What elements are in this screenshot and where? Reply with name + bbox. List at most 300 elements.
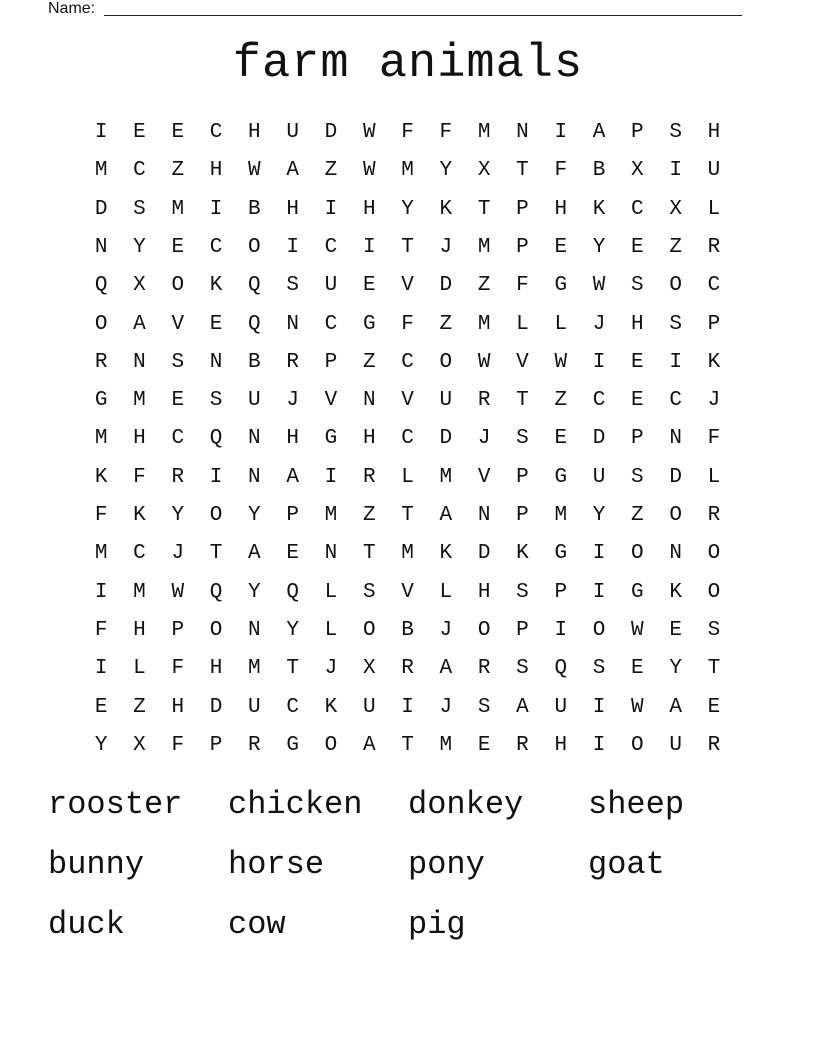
grid-cell: O (171, 274, 185, 298)
grid-cell: D (439, 274, 453, 298)
grid-cell: W (631, 618, 644, 642)
grid-cell: I (554, 618, 568, 642)
grid-cell: S (516, 657, 529, 681)
grid-cell: R (362, 465, 376, 489)
grid-cell: G (554, 274, 568, 298)
grid-cell: U (324, 274, 338, 298)
grid-cell: E (171, 235, 185, 259)
grid-cell: H (286, 197, 299, 221)
grid-cell: O (707, 580, 721, 604)
grid-cell: K (324, 695, 338, 719)
grid-cell: E (94, 695, 108, 719)
grid-cell: R (477, 389, 491, 413)
grid-cell: H (133, 618, 146, 642)
grid-cell: V (171, 312, 185, 336)
grid-cell: N (248, 465, 261, 489)
word-list-item: horse (228, 846, 325, 883)
grid-cell: B (248, 197, 261, 221)
grid-cell: K (439, 542, 453, 566)
grid-cell: C (209, 121, 223, 144)
word-list-item: donkey (408, 786, 524, 823)
grid-cell: S (631, 274, 644, 298)
grid-cell: I (94, 657, 108, 681)
grid-cell: J (439, 235, 453, 259)
word-list-item: goat (588, 846, 665, 883)
grid-cell: T (516, 389, 529, 413)
grid-cell: Y (248, 504, 261, 527)
grid-cell: O (669, 504, 682, 527)
grid-cell: P (554, 580, 568, 604)
word-list-item: pony (408, 846, 485, 883)
grid-cell: C (707, 274, 721, 298)
grid-cell: C (133, 159, 146, 183)
grid-cell: P (516, 504, 529, 527)
grid-cell: N (133, 350, 146, 374)
grid-cell: C (133, 542, 146, 566)
grid-cell: I (209, 197, 223, 221)
grid-cell: E (669, 618, 682, 642)
grid-cell: F (171, 733, 185, 757)
grid-cell: A (516, 695, 529, 719)
grid-cell: Y (171, 504, 185, 527)
grid-cell: N (94, 235, 108, 259)
grid-cell: F (94, 618, 108, 642)
grid-cell: Y (669, 657, 682, 681)
grid-cell: D (439, 427, 453, 451)
grid-cell: V (516, 350, 529, 374)
grid-cell: O (669, 274, 682, 298)
grid-cell: U (248, 389, 261, 413)
grid-cell: D (477, 542, 491, 566)
grid-cell: D (94, 197, 108, 221)
grid-cell: N (669, 427, 682, 451)
grid-cell: S (669, 312, 682, 336)
grid-cell: Z (631, 504, 644, 527)
grid-cell: O (631, 733, 644, 757)
grid-cell: I (592, 695, 606, 719)
grid-cell: U (286, 121, 299, 144)
grid-cell: W (477, 350, 491, 374)
grid-cell: X (362, 657, 376, 681)
grid-cell: O (592, 618, 606, 642)
grid-cell: P (171, 618, 185, 642)
grid-cell: L (324, 618, 338, 642)
grid-cell: E (171, 121, 185, 144)
grid-cell: E (554, 427, 568, 451)
grid-cell: R (171, 465, 185, 489)
grid-cell: F (133, 465, 146, 489)
grid-cell: C (401, 427, 414, 451)
grid-cell: U (592, 465, 606, 489)
word-list-item: sheep (588, 786, 685, 823)
grid-cell: N (209, 350, 223, 374)
grid-cell: H (209, 657, 223, 681)
grid-cell: I (209, 465, 223, 489)
grid-cell: A (439, 504, 453, 527)
grid-cell: E (631, 657, 644, 681)
grid-cell: T (362, 542, 376, 566)
grid-cell: R (707, 504, 721, 527)
grid-cell: E (209, 312, 223, 336)
grid-cell: Y (286, 618, 299, 642)
grid-cell: O (209, 504, 223, 527)
grid-cell: S (516, 427, 529, 451)
grid-cell: W (362, 159, 376, 183)
grid-cell: M (477, 312, 491, 336)
grid-cell: M (439, 733, 453, 757)
grid-cell: C (669, 389, 682, 413)
grid-cell: N (286, 312, 299, 336)
grid-cell: K (209, 274, 223, 298)
grid-cell: H (248, 121, 261, 144)
grid-cell: M (94, 427, 108, 451)
grid-cell: F (516, 274, 529, 298)
grid-cell: C (401, 350, 414, 374)
grid-cell: W (631, 695, 644, 719)
grid-cell: R (248, 733, 261, 757)
grid-cell: C (631, 197, 644, 221)
grid-cell: N (248, 427, 261, 451)
grid-cell: W (171, 580, 185, 604)
grid-cell: E (286, 542, 299, 566)
grid-cell: E (631, 235, 644, 259)
grid-cell: L (401, 465, 414, 489)
grid-cell: P (516, 465, 529, 489)
grid-cell: Q (209, 427, 223, 451)
grid-cell: U (669, 733, 682, 757)
grid-cell: S (516, 580, 529, 604)
grid-cell: A (248, 542, 261, 566)
grid-cell: J (592, 312, 606, 336)
grid-cell: P (707, 312, 721, 336)
grid-cell: G (554, 465, 568, 489)
grid-cell: K (592, 197, 606, 221)
grid-cell: M (439, 465, 453, 489)
grid-cell: E (554, 235, 568, 259)
grid-cell: C (171, 427, 185, 451)
grid-cell: Z (439, 312, 453, 336)
grid-cell: I (94, 121, 108, 144)
grid-cell: Z (554, 389, 568, 413)
grid-cell: P (209, 733, 223, 757)
grid-cell: N (324, 542, 338, 566)
grid-cell: Y (133, 235, 146, 259)
grid-cell: M (133, 389, 146, 413)
grid-cell: Q (248, 312, 261, 336)
grid-cell: X (631, 159, 644, 183)
grid-cell: S (669, 121, 682, 144)
grid-cell: V (401, 580, 414, 604)
grid-cell: S (477, 695, 491, 719)
grid-cell: M (324, 504, 338, 527)
grid-cell: Z (171, 159, 185, 183)
grid-cell: O (707, 542, 721, 566)
grid-cell: T (286, 657, 299, 681)
grid-cell: I (286, 235, 299, 259)
grid-cell: G (362, 312, 376, 336)
grid-cell: O (94, 312, 108, 336)
name-underline (104, 15, 742, 16)
grid-cell: Q (209, 580, 223, 604)
grid-cell: G (324, 427, 338, 451)
grid-cell: A (133, 312, 146, 336)
grid-cell: E (631, 350, 644, 374)
grid-cell: G (631, 580, 644, 604)
grid-cell: B (592, 159, 606, 183)
grid-cell: H (707, 121, 721, 144)
grid-cell: M (94, 542, 108, 566)
grid-cell: S (362, 580, 376, 604)
grid-cell: I (669, 159, 682, 183)
grid-cell: O (248, 235, 261, 259)
grid-cell: F (401, 121, 414, 144)
grid-cell: M (477, 235, 491, 259)
grid-cell: I (362, 235, 376, 259)
grid-cell: O (439, 350, 453, 374)
grid-cell: C (324, 312, 338, 336)
grid-cell: W (362, 121, 376, 144)
grid-cell: K (669, 580, 682, 604)
grid-cell: H (209, 159, 223, 183)
grid-cell: Q (554, 657, 568, 681)
grid-cell: P (631, 121, 644, 144)
grid-cell: Z (477, 274, 491, 298)
grid-cell: Y (248, 580, 261, 604)
grid-cell: E (133, 121, 146, 144)
grid-cell: H (171, 695, 185, 719)
grid-cell: M (248, 657, 261, 681)
grid-cell: M (133, 580, 146, 604)
grid-cell: H (286, 427, 299, 451)
grid-cell: A (286, 465, 299, 489)
grid-cell: Y (592, 504, 606, 527)
grid-cell: K (439, 197, 453, 221)
page-title: farm animals (232, 38, 584, 91)
grid-cell: R (707, 733, 721, 757)
grid-cell: I (554, 121, 568, 144)
grid-cell: J (286, 389, 299, 413)
grid-cell: L (516, 312, 529, 336)
grid-cell: S (133, 197, 146, 221)
grid-cell: M (401, 159, 414, 183)
grid-cell: U (554, 695, 568, 719)
word-list-item: bunny (48, 846, 145, 883)
grid-cell: H (554, 733, 568, 757)
grid-cell: B (401, 618, 414, 642)
name-label: Name: (48, 0, 96, 17)
grid-cell: T (707, 657, 721, 681)
grid-cell: T (209, 542, 223, 566)
grid-cell: A (669, 695, 682, 719)
grid-cell: A (439, 657, 453, 681)
grid-cell: W (554, 350, 568, 374)
grid-cell: Q (248, 274, 261, 298)
grid-cell: D (209, 695, 223, 719)
grid-cell: S (592, 657, 606, 681)
grid-cell: K (707, 350, 721, 374)
grid-cell: E (362, 274, 376, 298)
grid-cell: M (477, 121, 491, 144)
grid-cell: N (248, 618, 261, 642)
grid-cell: X (669, 197, 682, 221)
name-field-row (48, 0, 742, 18)
grid-cell: E (631, 389, 644, 413)
grid-cell: O (631, 542, 644, 566)
grid-cell: O (324, 733, 338, 757)
grid-cell: U (439, 389, 453, 413)
grid-cell: J (439, 695, 453, 719)
grid-cell: N (516, 121, 529, 144)
grid-cell: I (669, 350, 682, 374)
word-list-item: chicken (228, 786, 363, 823)
grid-cell: B (248, 350, 261, 374)
grid-cell: Y (592, 235, 606, 259)
grid-cell: D (592, 427, 606, 451)
grid-cell: U (362, 695, 376, 719)
grid-cell: E (477, 733, 491, 757)
grid-cell: J (477, 427, 491, 451)
grid-cell: I (592, 542, 606, 566)
grid-cell: L (133, 657, 146, 681)
grid-cell: H (554, 197, 568, 221)
grid-cell: H (362, 197, 376, 221)
grid-cell: X (133, 274, 146, 298)
grid-cell: C (324, 235, 338, 259)
grid-cell: L (554, 312, 568, 336)
grid-cell: A (362, 733, 376, 757)
grid-cell: Z (669, 235, 682, 259)
grid-cell: X (477, 159, 491, 183)
grid-cell: R (286, 350, 299, 374)
grid-cell: D (669, 465, 682, 489)
grid-cell: M (554, 504, 568, 527)
grid-cell: N (477, 504, 491, 527)
grid-cell: Z (362, 504, 376, 527)
grid-cell: Z (133, 695, 146, 719)
grid-cell: C (592, 389, 606, 413)
grid-cell: J (439, 618, 453, 642)
grid-cell: Y (401, 197, 414, 221)
grid-cell: L (707, 197, 721, 221)
grid-cell: H (477, 580, 491, 604)
grid-cell: H (362, 427, 376, 451)
grid-cell: U (248, 695, 261, 719)
grid-cell: K (516, 542, 529, 566)
grid-cell: F (94, 504, 108, 527)
grid-cell: O (362, 618, 376, 642)
grid-cell: V (401, 274, 414, 298)
grid-cell: T (516, 159, 529, 183)
grid-cell: F (707, 427, 721, 451)
grid-cell: W (248, 159, 261, 183)
grid-cell: R (94, 350, 108, 374)
grid-cell: V (477, 465, 491, 489)
word-list-item: pig (408, 906, 466, 943)
grid-cell: V (401, 389, 414, 413)
grid-cell: R (707, 235, 721, 259)
grid-cell: X (133, 733, 146, 757)
grid-cell: M (401, 542, 414, 566)
grid-cell: S (286, 274, 299, 298)
grid-cell: J (171, 542, 185, 566)
grid-cell: O (209, 618, 223, 642)
grid-cell: P (324, 350, 338, 374)
grid-cell: Q (94, 274, 108, 298)
grid-cell: L (324, 580, 338, 604)
grid-cell: I (94, 580, 108, 604)
grid-cell: Y (94, 733, 108, 757)
grid-cell: H (631, 312, 644, 336)
grid-cell: I (592, 733, 606, 757)
grid-cell: I (324, 465, 338, 489)
grid-cell: T (401, 733, 414, 757)
grid-cell: N (669, 542, 682, 566)
grid-cell: Y (439, 159, 453, 183)
grid-cell: T (477, 197, 491, 221)
grid-cell: I (324, 197, 338, 221)
grid-cell: L (707, 465, 721, 489)
grid-cell: O (477, 618, 491, 642)
grid-cell: R (516, 733, 529, 757)
grid-cell: E (707, 695, 721, 719)
grid-cell: P (631, 427, 644, 451)
grid-cell: R (477, 657, 491, 681)
grid-cell: Q (286, 580, 299, 604)
grid-cell: G (286, 733, 299, 757)
word-list-item: rooster (48, 786, 183, 823)
grid-cell: F (171, 657, 185, 681)
grid-cell: F (401, 312, 414, 336)
grid-cell: R (401, 657, 414, 681)
grid-cell: C (209, 235, 223, 259)
grid-cell: P (516, 235, 529, 259)
grid-cell: S (171, 350, 185, 374)
grid-cell: P (286, 504, 299, 527)
grid-cell: T (401, 235, 414, 259)
grid-cell: N (362, 389, 376, 413)
grid-cell: J (707, 389, 721, 413)
word-list-item: cow (228, 906, 286, 943)
grid-cell: Z (324, 159, 338, 183)
grid-cell: S (631, 465, 644, 489)
grid-cell: C (286, 695, 299, 719)
grid-cell: G (94, 389, 108, 413)
grid-cell: F (554, 159, 568, 183)
grid-cell: A (286, 159, 299, 183)
grid-cell: M (171, 197, 185, 221)
grid-cell: K (94, 465, 108, 489)
grid-cell: I (592, 350, 606, 374)
grid-cell: S (209, 389, 223, 413)
grid-cell: F (439, 121, 453, 144)
grid-cell: G (554, 542, 568, 566)
grid-cell: V (324, 389, 338, 413)
grid-cell: S (707, 618, 721, 642)
grid-cell: P (516, 197, 529, 221)
grid-cell: J (324, 657, 338, 681)
grid-cell: I (592, 580, 606, 604)
grid-cell: M (94, 159, 108, 183)
grid-cell: U (707, 159, 721, 183)
grid-cell: T (401, 504, 414, 527)
grid-cell: Z (362, 350, 376, 374)
grid-cell: H (133, 427, 146, 451)
grid-cell: A (592, 121, 606, 144)
grid-cell: P (516, 618, 529, 642)
word-list-item: duck (48, 906, 125, 943)
grid-cell: D (324, 121, 338, 144)
grid-cell: E (171, 389, 185, 413)
